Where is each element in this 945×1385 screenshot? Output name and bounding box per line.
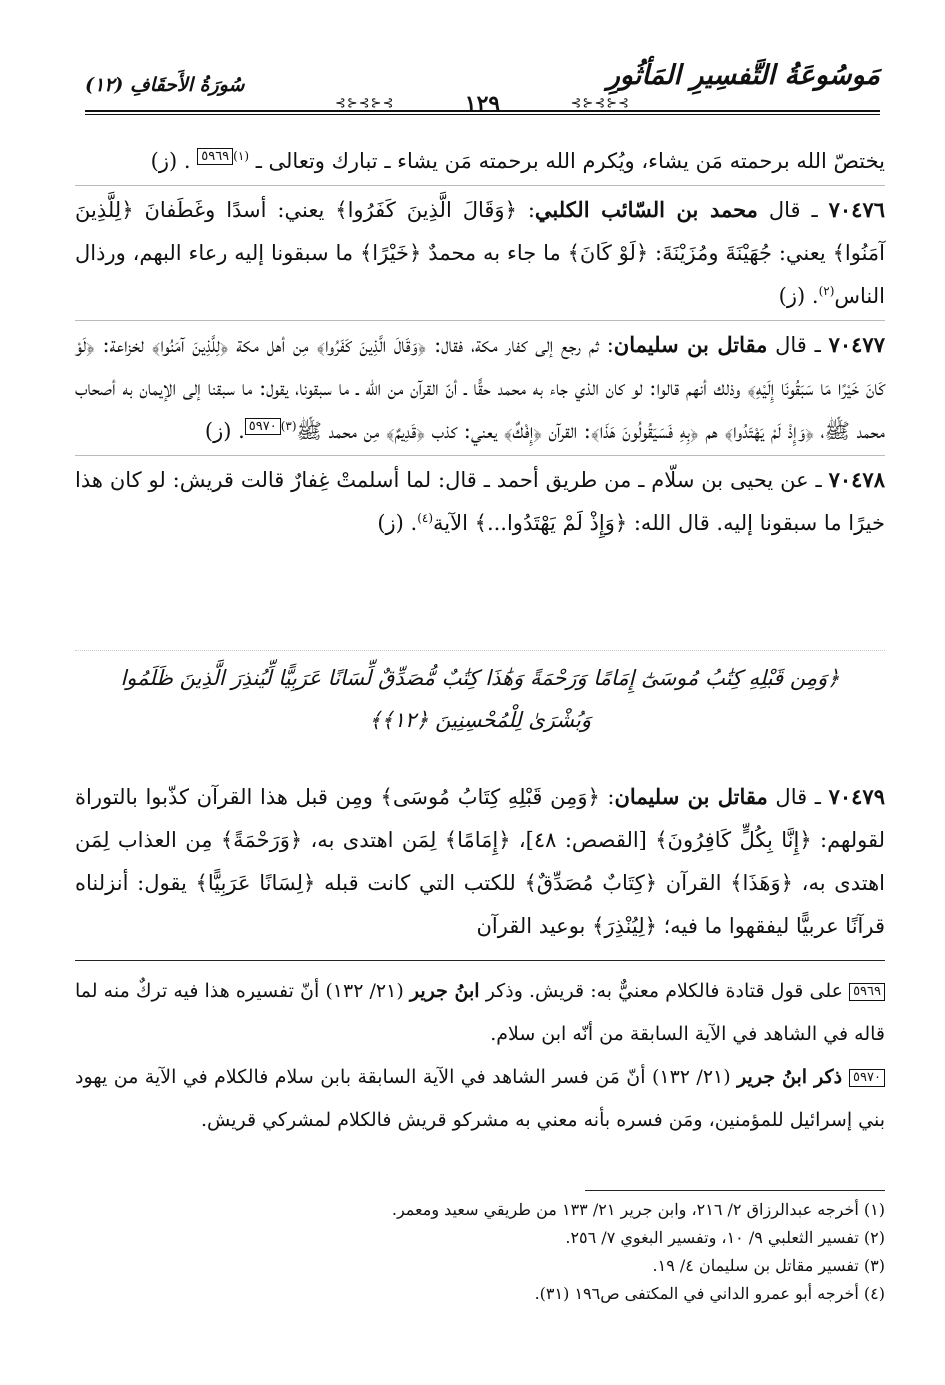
footnote-ref[interactable]: (٢) [818, 284, 835, 298]
note-ref-box[interactable]: ٥٩٧٠ [245, 418, 281, 435]
footnote-2: (٢) تفسير الثعلبي ٩/ ١٠، وتفسير البغوي ٧/ ٢٥٦. [565, 1228, 885, 1247]
entry-number: ٧٠٤٧٩ [828, 784, 885, 809]
entry-intro: ـ قال [767, 333, 829, 357]
note-5970 [75, 1056, 885, 1142]
entry-body: : ثم رجع إلى كفار مكة، فقال: ﴿وَقَالَ الَّذِينَ كَفَرُوا﴾ مِن أهل مكة ﴿لِلَّذِينَ آمَنُوا﴾ لخزاعة: ﴿لَوْ كَانَ خَيْرًا مَا سَبَقُونَا إِلَيْهِ﴾ وذلك أنهم قالوا: لو كان الذي جاء به محمد حقًّا ـ أنّ القرآن من الله ـ ما سبقونا، يقول: ما سبقنا إلى الإيمان به أصحاب محمد ﷺ، ﴿وَإِذْ لَمْ يَهْتَدُوا﴾ هم ﴿بِهِ فَسَيَقُولُونَ هَذَا﴾: القرآن ﴿إِفْكٌ﴾ يعني: كذب ﴿قَدِيمٌ﴾ مِن محمد ﷺ [75, 333, 886, 443]
note-number-box: ٥٩٧٠ [849, 1069, 885, 1087]
footnote-3: (٣) تفسير مقاتل بن سليمان ٤/ ١٩. [652, 1256, 885, 1275]
entry-number: ٧٠٤٧٨ [828, 467, 885, 492]
footnote-ref[interactable]: (١) [233, 149, 249, 163]
note-number-box: ٥٩٦٩ [849, 983, 885, 1001]
entry-70477 [75, 320, 885, 453]
main-text [75, 140, 885, 545]
notes-divider [75, 960, 885, 961]
page-header [85, 60, 880, 117]
verse-line-2: وَبُشْرَىٰ لِلْمُحْسِنِينَ ﴿١٢﴾﴾ [368, 708, 591, 732]
narrator-name: محمد بن السّائب الكلبي [534, 197, 758, 222]
entry-body: : ﴿وَقَالَ الَّذِينَ كَفَرُوا﴾ يعني: أسدًا وغَطَفانَ ﴿لِلَّذِينَ آمَنُوا﴾ يعني: جُهَيْنَةَ ومُزَيْنَةَ: ﴿لَوْ كَانَ﴾ ما جاء به محمدٌ ﴿خَيْرًا﴾ ما سبقونا إليه رعاء البهم، ورذال الناس [75, 198, 885, 308]
entry-number: ٧٠٤٧٦ [828, 197, 886, 222]
paragraph-text: يختصّ الله برحمته مَن يشاء، ويُكرم الله برحمته مَن يشاء ـ تبارك وتعالى ـ [255, 149, 885, 173]
continuation-paragraph [75, 140, 885, 183]
header-rule [85, 110, 880, 112]
ornament-right: ⊱⊰⊱⊰⊱ [570, 96, 630, 111]
narrator-name: مقاتل بن سليمان [613, 332, 768, 357]
quran-verse-block [75, 650, 885, 741]
note-author: ذكر ابنُ جرير [737, 1066, 850, 1088]
main-text-2 [75, 775, 885, 948]
verse-line-1: ﴿وَمِن قَبْلِهِ كِتَٰبُ مُوسَىٰٓ إِمَامًا وَرَحْمَةً وَهَٰذَا كِتَٰبٌ مُّصَدِّقٌ لِّسَانًا عَرَبِيًّا لِّيُنذِرَ الَّذِينَ ظَلَمُوا [120, 666, 840, 690]
page-number: ١٢٩ [464, 91, 501, 117]
entry-intro: ـ قال [767, 785, 829, 809]
footnote-rule [585, 1190, 885, 1191]
paragraph-end: . (ز) [150, 149, 191, 173]
note-5969 [75, 970, 885, 1056]
entry-intro: ـ قال [757, 198, 829, 222]
header-rule-thin [85, 114, 880, 115]
ornament-left: ⊱⊰⊱⊰⊱ [335, 96, 395, 111]
entry-70476 [75, 185, 885, 318]
footnote-ref[interactable]: (٤) [417, 511, 434, 525]
note-ref-box[interactable]: ٥٩٦٩ [197, 148, 233, 165]
surah-label: سُورَةُ الأَحقَافِ (١٢) [85, 74, 245, 96]
commentary-notes [75, 970, 885, 1142]
note-text: (٢١/ ١٣٢) أنّ مَن فسر الشاهد في الآية السابقة بابن سلام فالكلام في الآية من يهود بني إسرائيل للمؤمنين، ومَن فسره بأنه معني به مشركو قريش فالكلام لمشركي قريش. [75, 1066, 885, 1131]
entry-end: . (ز) [377, 511, 418, 535]
entry-body: : ﴿وَمِن قَبْلِهِ كِتَابُ مُوسَى﴾ ومِن قبل هذا القرآن كذّبوا بالتوراة لقولهم: ﴿إِنَّا بِكُلٍّ كَافِرُونَ﴾ [القصص: ٤٨]، ﴿إِمَامًا﴾ لِمَن اهتدى به، ﴿وَرَحْمَةً﴾ مِن العذاب لِمَن اهتدى به، ﴿وَهَذَا﴾ القرآن ﴿كِتَابٌ مُصَدِّقٌ﴾ للكتب التي كانت قبله ﴿لِسَانًا عَرَبِيًّا﴾ يقول: أنزلناه قرآنًا عربيًّا ليفقهوا ما فيه؛ ﴿لِيُنْذِرَ﴾ بوعيد القرآن [75, 785, 886, 938]
note-author: ابنُ جرير [409, 980, 480, 1002]
footnote-1: (١) أخرجه عبدالرزاق ٢/ ٢١٦، وابن جرير ٢١/ ١٣٣ من طريقي سعيد ومعمر. [391, 1200, 885, 1219]
entry-70479 [75, 775, 885, 948]
note-text: (٢١/ ١٣٢) أنّ تفسيره هذا فيه تركٌ منه لما قاله في الشاهد في الآية السابقة من أنّه ابن سلام. [75, 980, 885, 1045]
entry-end: . (ز) [778, 284, 819, 308]
footnote-4: (٤) أخرجه أبو عمرو الداني في المكتفى ص١٩٦ (٣١). [534, 1284, 885, 1303]
footnotes [75, 1196, 885, 1308]
narrator-name: مقاتل بن سليمان [614, 784, 768, 809]
footnote-ref[interactable]: (٣) [280, 419, 297, 433]
entry-70478 [75, 455, 885, 545]
entry-end: . (ز) [204, 419, 245, 443]
entry-number: ٧٠٤٧٧ [828, 332, 885, 357]
entry-body: ـ عن يحيى بن سلّام ـ من طريق أحمد ـ قال: لما أسلمتْ غِفارٌ قالت قريش: لو كان هذا خيرًا ما سبقونا إليه. قال الله: ﴿وَإِذْ لَمْ يَهْتَدُوا...﴾ الآية [75, 468, 885, 535]
book-title: مَوسُوعَةُ التَّفسِيرِ المَأثُورِ [606, 60, 880, 91]
note-text: على قول قتادة فالكلام معنيٌّ به: قريش. وذكر [479, 980, 850, 1002]
